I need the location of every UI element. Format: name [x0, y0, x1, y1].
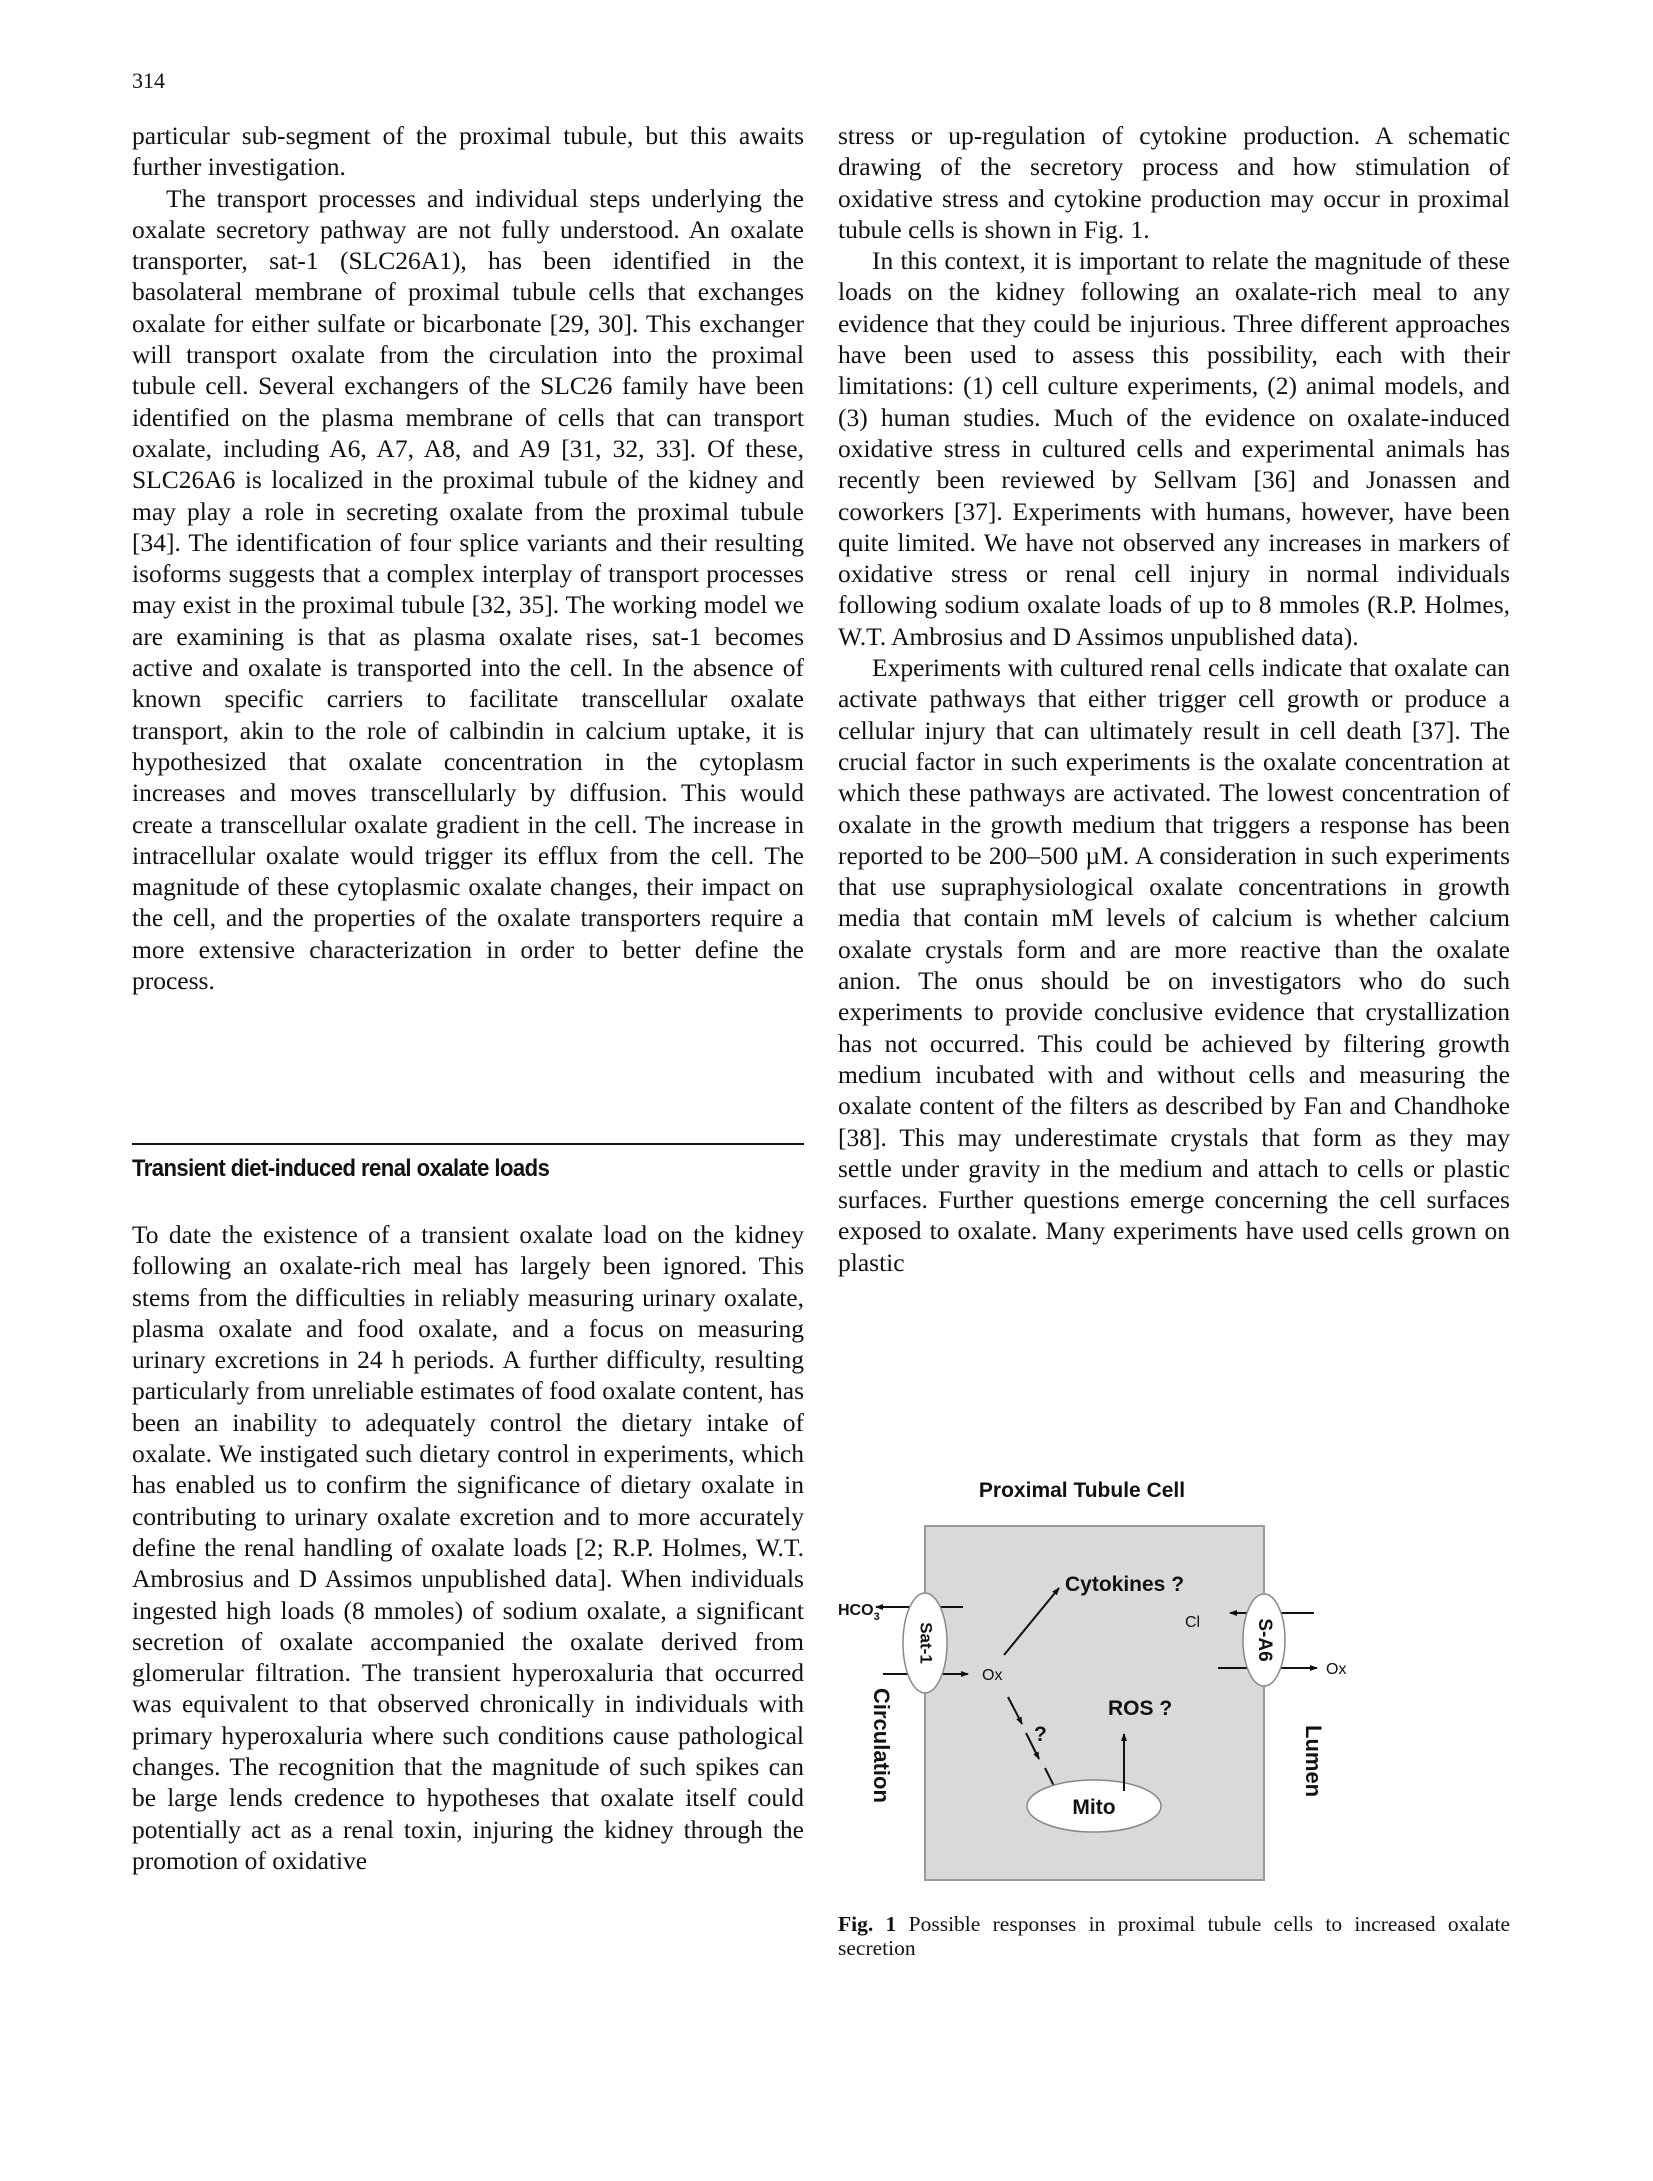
paragraph: The transport processes and individual steps underlying the oxalate secretory pathway are not fully understood. An oxalate transporter, sat-1 (SLC26A1), has been identified in the basolateral membrane of proximal tubule cells that exchanges oxalate for either sulfate or bicarbonate [29, 30]. This exchanger will transport oxalate from the circulation into the proximal tubule cell. Several exchangers of the SLC26 family have been identified on the plasma membrane of cells that can transport oxalate, including A6, A7, A8, and A9 [31, 32, 33]. Of these, SLC26A6 is localized in the proximal tubule of the kidney and may play a role in secreting oxalate from the proximal tubule [34]. The identification of four splice variants and their resulting isoforms suggests that a complex interplay of transport processes may exist in the proximal tubule [32, 35]. The working model we are examining is that as plasma oxalate rises, sat-1 becomes active and oxalate is transported into the cell. In the absence of known specific carriers to facilitate transcellular oxalate transport, akin to the role of calbindin in calcium uptake, it is hypothesized that oxalate concentration in the cytoplasm increases and moves transcellularly by diffusion. This would create a transcellular oxalate gradient in the cell. The increase in intracellular oxalate would trigger its efflux from the cell. The magnitude of these cytoplasmic oxalate changes, their impact on the cell, and the properties of the oxalate transporters require a more extensive characterization in order to better define the process. [132, 183, 804, 996]
page-number: 314 [132, 68, 165, 93]
right-column [838, 120, 1510, 1278]
section-heading: Transient diet-induced renal oxalate loads [132, 1155, 550, 1182]
paragraph: To date the existence of a transient oxalate load on the kidney following an oxalate-rich meal has largely been ignored. This stems from the difficulties in reliably measuring urinary oxalate, plasma oxalate and food oxalate, and a focus on measuring urinary excretions in 24 h periods. A further difficulty, resulting particularly from unreliable estimates of food oxalate content, has been an inability to adequately control the dietary intake of oxalate. We instigated such dietary control in experiments, which has enabled us to confirm the significance of dietary oxalate in contributing to urinary oxalate excretion and to more accurately define the renal handling of oxalate loads [2; R.P. Holmes, W.T. Ambrosius and D Assimos unpublished data]. When individuals ingested high loads (8 mmoles) of sodium oxalate, a significant secretion of oxalate accompanied the oxalate derived from glomerular filtration. The transient hyperoxaluria that occurred was equivalent to that observed chronically in individuals with primary hyperoxaluria where such conditions cause pathological changes. The recognition that the magnitude of such spikes can be large lends credence to hypotheses that oxalate itself could potentially act as a renal toxin, injuring the kidney through the promotion of oxidative [132, 1220, 804, 1875]
ox-intracellular-label: Ox [982, 1667, 1003, 1684]
sa6-label: S-A6 [1253, 1618, 1275, 1662]
figure-diagram [830, 1450, 1530, 1910]
figure-1 [830, 1450, 1530, 1970]
paragraph: Experiments with cultured renal cells indicate that oxalate can activate pathways that either trigger cell growth or produce a cellular injury that can ultimately result in cell death [37]. The crucial factor in such experiments is the oxalate concentration at which these pathways are activated. The lowest concentration of oxalate in the growth medium that triggers a response has been reported to be 200–500 µM. A consideration in such experiments that use supraphysiological oxalate concentrations in growth media that contain mM levels of calcium is whether calcium oxalate crystals form and are more reactive than the oxalate anion. The onus should be on investigators who do such experiments to provide conclusive evidence that crystallization has not occurred. This could be achieved by filtering growth medium incubated with and without cells and measuring the oxalate content of the filters as described by Fan and Chandhoke [38]. This may underestimate crystals that form as they may settle under gravity in the medium and attach to cells or plastic surfaces. Further questions emerge concerning the cell surfaces exposed to oxalate. Many experiments have used cells grown on plastic [838, 653, 1510, 1277]
left-column-section [132, 1219, 804, 1876]
circulation-label: Circulation [869, 1688, 894, 1803]
paragraph: In this context, it is important to relate the magnitude of these loads on the kidney following an oxalate-rich meal to any evidence that they could be injurious. Three different approaches have been used to assess this possibility, each with their limitations: (1) cell culture experiments, (2) animal models, and (3) human studies. Much of the evidence on oxalate-induced oxidative stress in cultured cells and experimental animals has recently been reviewed by Sellvam [36] and Jonassen and coworkers [37]. Experiments with humans, however, have been quite limited. We have not observed any increases in markers of oxidative stress or renal cell injury in normal individuals following sodium oxalate loads of up to 8 mmoles (R.P. Holmes, W.T. Ambrosius and D Assimos unpublished data). [838, 246, 1510, 651]
ox-lumen-label: Ox [1326, 1661, 1347, 1678]
cl-label: Cl [1185, 1614, 1201, 1631]
lumen-label: Lumen [1301, 1725, 1326, 1798]
figure-title: Proximal Tubule Cell [978, 1479, 1186, 1502]
figure-caption [838, 1912, 1510, 1960]
sat1-label: Sat-1 [916, 1622, 936, 1664]
cytokines-label: Cytokines ? [1065, 1573, 1185, 1596]
left-column-top [132, 120, 804, 996]
paragraph: particular sub-segment of the proximal tubule, but this awaits further investigation. [132, 121, 804, 182]
paragraph: stress or up-regulation of cytokine production. A schematic drawing of the secretory process and how stimulation of oxidative stress and cytokine production may occur in proximal tubule cells is shown in Fig. 1. [838, 121, 1510, 244]
uncertain-pathway-label: ? [1034, 1723, 1047, 1746]
caption-text: Possible responses in proximal tubule cells to increased oxalate secretion [838, 1912, 1510, 1960]
mito-label: Mito [1072, 1796, 1116, 1819]
caption-label: Fig. 1 [838, 1912, 897, 1936]
ros-label: ROS ? [1108, 1697, 1173, 1720]
section-divider [132, 1143, 804, 1145]
hco3-label: $HCO_3$ [838, 1602, 880, 1623]
